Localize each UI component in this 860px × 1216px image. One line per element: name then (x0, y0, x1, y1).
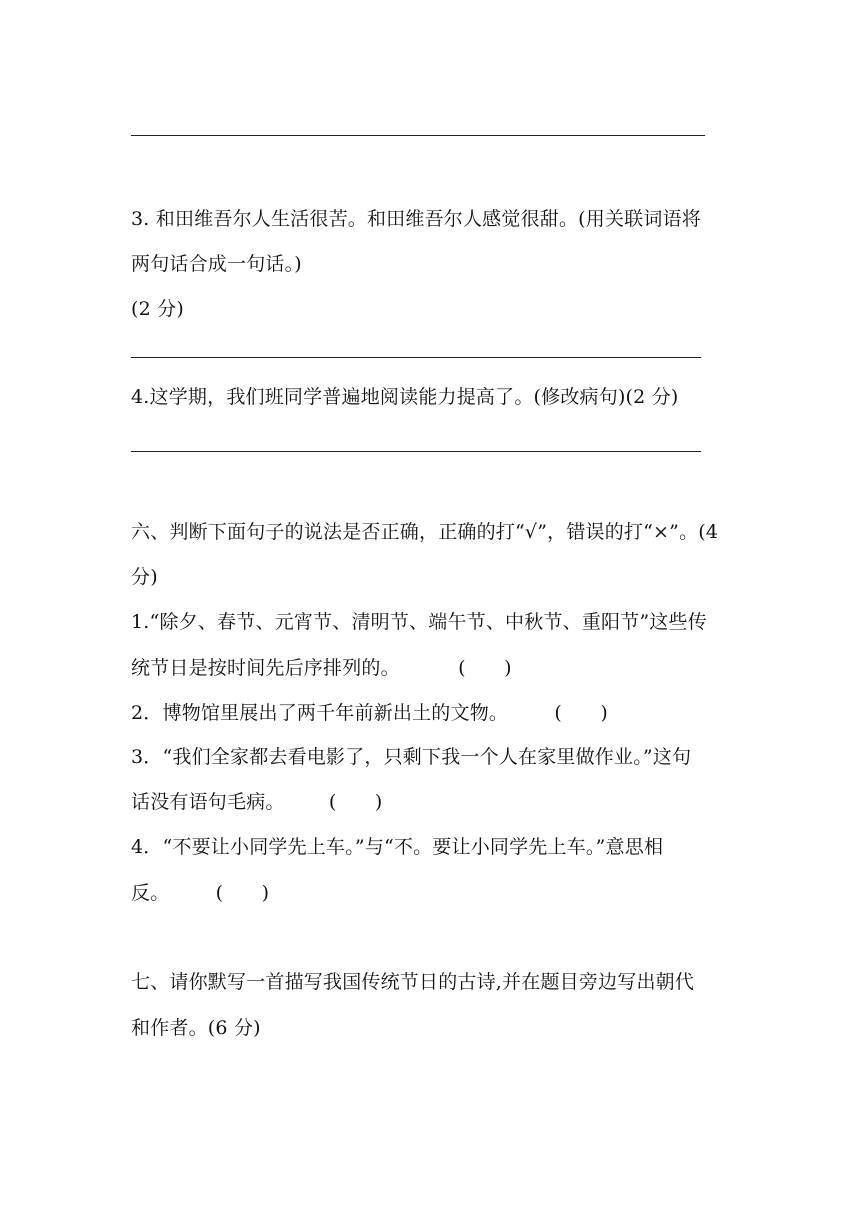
answer-line-q3 (131, 357, 701, 358)
answer-parentheses[interactable]: ( ) (215, 882, 270, 904)
s6-item3-text: 话没有语句毛病。 (131, 791, 285, 813)
q3-line-1: 3. 和田维吾尔人生活很苦。和田维吾尔人感觉很甜。(用关联词语将 (131, 208, 701, 230)
s6-item3-line-2 (131, 790, 383, 814)
q3-line-2: 两句话合成一句话。) (131, 253, 302, 275)
s6-item4-text: 反。 (131, 882, 170, 904)
answer-line-1 (131, 135, 705, 136)
s6-item1-line-2 (131, 656, 512, 680)
answer-parentheses[interactable]: ( ) (328, 791, 383, 813)
section6-title-line-1: 六、判断下面句子的说法是否正确，正确的打“√”，错误的打“×”。(4 (131, 521, 719, 543)
section7-line-2: 和作者。(6 分) (131, 1017, 261, 1039)
s6-item2-text: 2．博物馆里展出了两千年前新出土的文物。 (131, 702, 509, 724)
s6-item3-line-1: 3．“我们全家都去看电影了，只剩下我一个人在家里做作业。”这句 (131, 746, 692, 768)
s6-item1-line-1: 1.“除夕、春节、元宵节、清明节、端午节、中秋节、重阳节”这些传 (131, 611, 707, 633)
q4-text: 4.这学期，我们班同学普遍地阅读能力提高了。(修改病句)(2 分) (131, 386, 679, 408)
q3-score: (2 分) (131, 298, 184, 320)
section7-line-1: 七、请你默写一首描写我国传统节日的古诗,并在题目旁边写出朝代 (131, 971, 695, 993)
answer-parentheses[interactable]: ( ) (554, 702, 608, 724)
s6-item2-line-1 (131, 701, 608, 725)
s6-item4-line-2 (131, 881, 269, 905)
section6-title-line-2: 分) (131, 566, 158, 588)
s6-item1-text: 统节日是按时间先后序排列的。 (131, 657, 400, 679)
s6-item4-line-1: 4．“不要让小同学先上车。”与“不。要让小同学先上车。”意思相 (131, 836, 664, 858)
answer-line-q4 (131, 451, 701, 452)
answer-parentheses[interactable]: ( ) (458, 657, 512, 679)
